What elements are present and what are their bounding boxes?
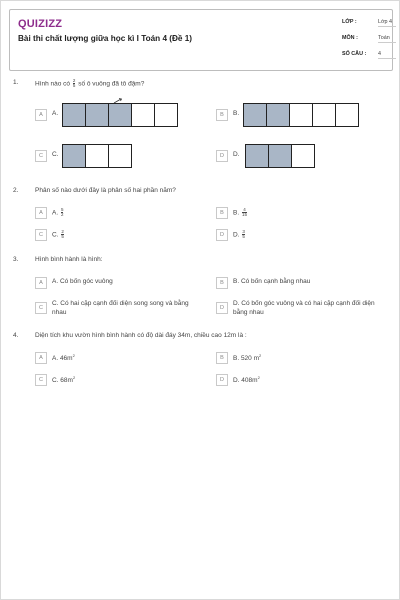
option-letter: D: [216, 150, 228, 162]
subject-value: Toán: [378, 35, 396, 43]
shaded-cell: [63, 104, 86, 126]
fraction: $\frac{3}{5}$: [242, 229, 245, 240]
option-letter: B: [216, 207, 228, 219]
question-count-label: SỐ CÂU :: [342, 51, 367, 57]
empty-cell: [313, 104, 336, 126]
option-letter: C: [35, 302, 47, 314]
empty-cell: [109, 145, 131, 167]
option-letter: B: [216, 352, 228, 364]
empty-cell: [86, 145, 109, 167]
worksheet-page: QUIZIZZ Bài thi chất lượng giữa học kì I Toán 4 (Đề 1) LỚP : Lớp 4 MÔN : Toán SỐ CÂU : 4 1. Hình nào có $\frac{2}{5}$ số ô vuông đã tô đậm? A A. B B. C C. D D. 2. Phân số nào dưới đây là phân số hai phần năm? A A. $\frac{5}{2}$ B B. $\frac{4}{15}$ C C. $\frac{2}{5}$ D D. $\frac{3}{5}$ 3. Hình bình hành là hình: A A. Có bốn góc vuông B B. Có bốn cạnh bằng nhau C C. Có hai cặp cạnh đối diện song song và bằng nhau D D. Có bốn góc vuông và có hai cặp cạnh đối diện bằng nhau 4. Diện tích khu vườn hình bình hành có độ dài đáy 34m, chiều cao 12m là : A A. $46m^2$ B B. 520 $m^2$ C C. $68m^2$ D D. $408m^2$: [0, 0, 400, 600]
pencil-mark-icon: [113, 97, 123, 105]
option-letter: A: [35, 277, 47, 289]
question-text: Hình nào có $\frac{2}{5}$ số ô vuông đã tô đậm?: [35, 78, 145, 89]
question-text: Hình bình hành là hình:: [35, 256, 103, 263]
empty-cell: [336, 104, 358, 126]
class-label: LỚP :: [342, 19, 357, 25]
option-letter: C: [35, 374, 47, 386]
option-letter: C: [35, 150, 47, 162]
question-number: 3.: [13, 256, 19, 263]
empty-cell: [155, 104, 177, 126]
shaded-cell: [63, 145, 86, 167]
subject-label: MÔN :: [342, 35, 358, 41]
shaded-cell: [86, 104, 109, 126]
worksheet-header: [9, 9, 393, 71]
shaded-cell: [109, 104, 132, 126]
class-value: Lớp 4: [378, 19, 396, 27]
question-number: 4.: [13, 332, 19, 339]
empty-cell: [132, 104, 155, 126]
shaded-cell: [267, 104, 290, 126]
shaded-cell: [246, 145, 269, 167]
shaded-cell: [244, 104, 267, 126]
empty-cell: [292, 145, 314, 167]
question-text: Phân số nào dưới đây là phân số hai phần năm?: [35, 187, 176, 194]
question-text: Diện tích khu vườn hình bình hành có độ dài đáy 34m, chiều cao 12m là :: [35, 332, 247, 339]
option-letter: B: [216, 109, 228, 121]
shaded-grid-b: [243, 103, 359, 127]
option-letter: A: [35, 109, 47, 121]
shaded-cell: [269, 145, 292, 167]
shaded-grid-c: [62, 144, 132, 168]
question-number: 1.: [13, 79, 19, 86]
fraction: $\frac{2}{5}$: [72, 78, 76, 89]
fraction: $\frac{4}{15}$: [241, 207, 247, 218]
worksheet-title: Bài thi chất lượng giữa học kì I Toán 4 (Đề 1): [18, 34, 193, 43]
option-letter: D: [216, 374, 228, 386]
option-letter: C: [35, 229, 47, 241]
option-letter: D: [216, 229, 228, 241]
option-letter: B: [216, 277, 228, 289]
option-letter: D: [216, 302, 228, 314]
question-number: 2.: [13, 187, 19, 194]
option-letter: A: [35, 207, 47, 219]
shaded-grid-a: [62, 103, 178, 127]
quizizz-logo: QUIZIZZ: [18, 18, 63, 30]
fraction: $\frac{5}{2}$: [60, 207, 64, 218]
option-letter: A: [35, 352, 47, 364]
shaded-grid-d: [245, 144, 315, 168]
empty-cell: [290, 104, 313, 126]
fraction: $\frac{2}{5}$: [61, 229, 64, 240]
question-count-value: 4: [378, 51, 396, 59]
